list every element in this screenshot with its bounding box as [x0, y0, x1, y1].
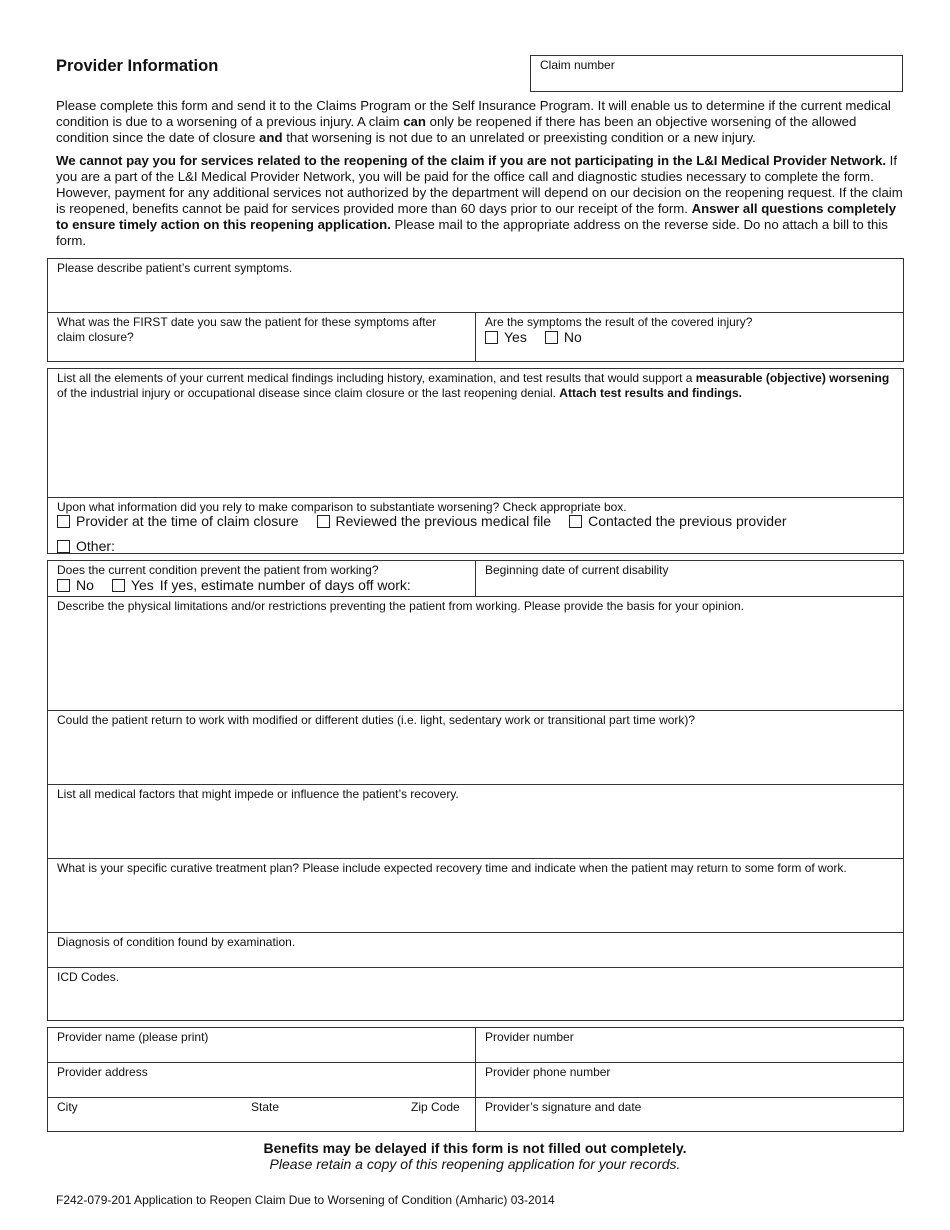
page-title: Provider Information — [56, 57, 219, 75]
contacted-provider-label: Contacted the previous provider — [588, 513, 787, 529]
limitations-field[interactable] — [48, 596, 903, 710]
claim-number-field[interactable] — [530, 55, 903, 92]
intro-text: Please mail to the appropriate address on the reverse side. Do no attach a bill to this form. — [56, 217, 888, 248]
disability-date-field[interactable] — [475, 561, 903, 596]
covered-injury-label: Are the symptoms the result of the covered injury? — [485, 315, 753, 329]
provider-closure-label: Provider at the time of claim closure — [76, 513, 299, 529]
intro-text: that worsening is not due to an unrelated or preexisting condition or a new injury. — [282, 130, 756, 145]
checkbox-icon — [545, 331, 558, 344]
prevent-working-field — [48, 561, 475, 596]
other-option — [57, 538, 133, 554]
findings-text: of the industrial injury or occupational disease since claim closure or the last reopening denial. — [57, 386, 560, 400]
symptoms-label: Please describe patient’s current symptoms. — [57, 261, 293, 275]
prevent-working-row — [48, 561, 903, 596]
intro-emphasis: can — [403, 114, 426, 129]
claim-number-label: Claim number — [540, 58, 615, 72]
signature-field[interactable] — [475, 1098, 903, 1132]
first-date-field[interactable] — [48, 313, 475, 362]
symptoms-row-2 — [48, 312, 903, 362]
medical-factors-label: List all medical factors that might impede or influence the patient’s recovery. — [57, 787, 459, 801]
prevent-no-label: No — [76, 577, 94, 593]
work-status-section — [47, 560, 904, 1021]
intro-text: only be reopened if there has been an objective worsening of the allowed condition since the date of closure — [56, 114, 857, 145]
findings-section — [47, 368, 904, 554]
zip-label: Zip Code — [411, 1100, 460, 1114]
treatment-plan-field[interactable] — [48, 858, 903, 932]
icd-codes-label: ICD Codes. — [57, 970, 120, 984]
diagnosis-label: Diagnosis of condition found by examination. — [57, 935, 296, 949]
prevent-working-label: Does the current condition prevent the patient from working? — [57, 563, 379, 577]
provider-address-field[interactable] — [48, 1063, 475, 1097]
incomplete-warning: Benefits may be delayed if this form is not filled out completely. — [263, 1140, 687, 1156]
findings-emphasis: measurable (objective) worsening — [695, 371, 890, 385]
contacted-provider-checkbox[interactable] — [569, 513, 786, 529]
days-off-label: If yes, estimate number of days off work: — [159, 577, 411, 593]
provider-number-field[interactable] — [475, 1028, 903, 1062]
checkbox-icon — [485, 331, 498, 344]
checkbox-icon — [57, 515, 70, 528]
prevent-no-checkbox[interactable] — [57, 577, 94, 593]
intro-text: Please complete this form and send it to the Claims Program or the Self Insurance Program. It will enable us to determine if the current medical condition is due to a worsening of a previous injury. A claim — [56, 98, 891, 129]
provider-phone-field[interactable] — [475, 1063, 903, 1097]
provider-name-label: Provider name (please print) — [57, 1030, 209, 1044]
limitations-label: Describe the physical limitations and/or restrictions preventing the patient from working. Please provide the basis for your opinion. — [57, 599, 745, 613]
first-date-label: What was the FIRST date you saw the patient for these symptoms after claim closure? — [57, 315, 437, 344]
provider-phone-label: Provider phone number — [485, 1065, 611, 1079]
intro-emphasis: Answer all questions completely to ensure timely action on this reopening application. — [56, 201, 897, 232]
covered-no-label: No — [563, 329, 582, 345]
reviewed-file-label: Reviewed the previous medical file — [335, 513, 552, 529]
intro-emphasis: and — [259, 130, 283, 145]
comparison-options — [57, 513, 805, 529]
findings-field[interactable] — [48, 369, 903, 497]
checkbox-icon — [569, 515, 582, 528]
intro-paragraph-2 — [56, 153, 904, 249]
covered-injury-options — [485, 329, 600, 345]
provider-row-3 — [48, 1097, 903, 1132]
checkbox-icon — [112, 579, 125, 592]
signature-label: Provider’s signature and date — [485, 1100, 642, 1114]
covered-yes-checkbox[interactable] — [485, 329, 527, 345]
medical-factors-field[interactable] — [48, 784, 903, 858]
provider-row-2 — [48, 1062, 903, 1097]
form-code: F242-079-201 Application to Reopen Claim Due to Worsening of Condition (Amharic) 03-2014 — [56, 1193, 555, 1207]
intro-text: If you are a part of the L&I Medical Provider Network, you will be paid for the office call and diagnostic studies necessary to complete the form. However, payment for any additional services not authorized by the department will depend on our decision on the reopening request. If the claim is reopened, benefits cannot be paid for services provided more than 60 days prior to our receipt of the form. — [56, 153, 903, 216]
city-label: City — [57, 1100, 78, 1114]
provider-name-field[interactable] — [48, 1028, 475, 1062]
checkbox-icon — [57, 579, 70, 592]
symptoms-field[interactable] — [48, 259, 903, 312]
findings-text: List all the elements of your current medical findings including history, examination, and test results that would support a — [57, 371, 696, 385]
state-label: State — [251, 1100, 280, 1114]
symptoms-section — [47, 258, 904, 362]
covered-yes-label: Yes — [504, 329, 527, 345]
prevent-working-options — [57, 577, 429, 593]
checkbox-icon — [57, 540, 70, 553]
covered-injury-field — [475, 313, 903, 362]
findings-emphasis: Attach test results and findings. — [559, 386, 742, 400]
city-state-zip-field[interactable] — [48, 1098, 475, 1132]
covered-no-checkbox[interactable] — [545, 329, 582, 345]
diagnosis-field[interactable] — [48, 932, 903, 967]
icd-codes-field[interactable] — [48, 967, 903, 1021]
prevent-yes-label: Yes — [130, 577, 154, 593]
intro-emphasis: We cannot pay you for services related to the reopening of the claim if you are not participating in the L&I Medical Provider Network. — [56, 153, 887, 168]
intro-paragraph-1 — [56, 98, 904, 146]
comparison-row — [48, 497, 903, 554]
provider-row-1 — [48, 1028, 903, 1062]
other-checkbox[interactable] — [57, 538, 115, 554]
modified-duties-label: Could the patient return to work with modified or different duties (i.e. light, sedentary work or transitional part time work)? — [57, 713, 696, 727]
modified-duties-field[interactable] — [48, 710, 903, 784]
prevent-yes-checkbox[interactable] — [112, 577, 154, 593]
reviewed-file-checkbox[interactable] — [317, 513, 552, 529]
provider-closure-checkbox[interactable] — [57, 513, 299, 529]
provider-number-label: Provider number — [485, 1030, 574, 1044]
findings-label — [57, 371, 894, 401]
comparison-label: Upon what information did you rely to make comparison to substantiate worsening? Check appropriate box. — [57, 500, 627, 514]
other-label: Other: — [76, 538, 115, 554]
treatment-plan-label: What is your specific curative treatment plan? Please include expected recovery time and indicate when the patient may return to some form of work. — [57, 861, 847, 875]
disability-date-label: Beginning date of current disability — [485, 563, 669, 577]
provider-address-label: Provider address — [57, 1065, 148, 1079]
provider-details-section — [47, 1027, 904, 1132]
checkbox-icon — [317, 515, 330, 528]
retain-copy-note: Please retain a copy of this reopening application for your records. — [269, 1156, 681, 1172]
